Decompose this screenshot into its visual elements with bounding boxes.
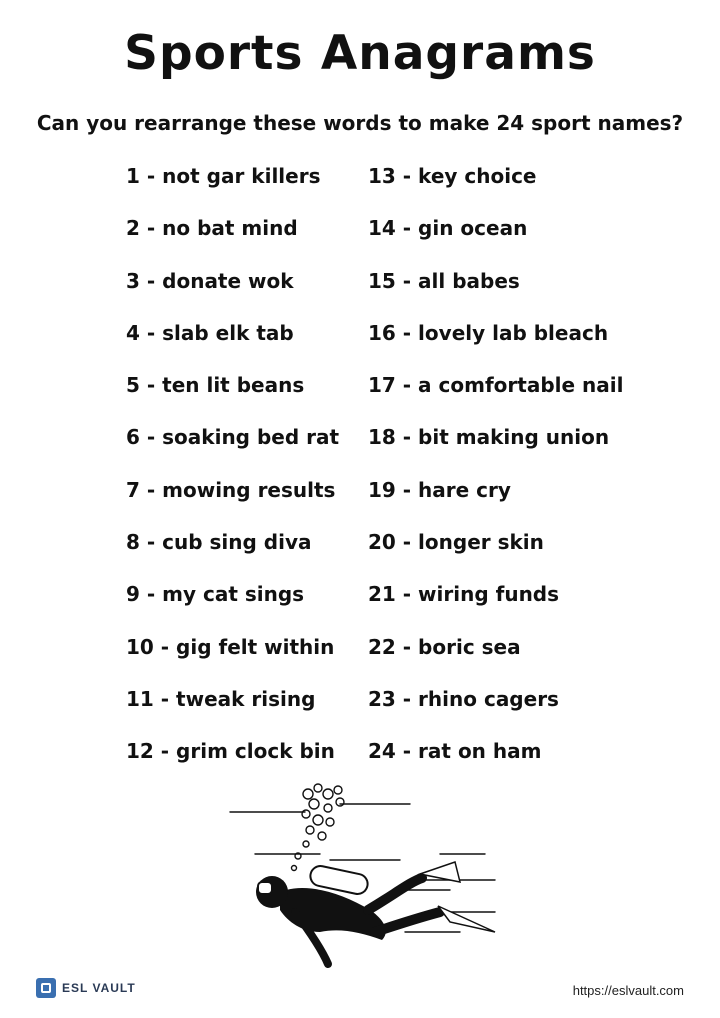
page-subtitle: Can you rearrange these words to make 24 sport names? (36, 111, 684, 135)
anagram-item: 22 - boric sea (368, 634, 521, 659)
page-title: Sports Anagrams (124, 26, 596, 81)
anagram-item: 12 - grim clock bin (126, 739, 335, 764)
anagram-item: 18 - bit making union (368, 425, 610, 450)
anagram-item: 7 - mowing results (126, 477, 336, 502)
anagram-item: 19 - hare cry (368, 477, 511, 502)
anagram-item: 2 - no bat mind (126, 216, 298, 241)
anagram-item: 4 - slab elk tab (126, 320, 294, 345)
anagram-item: 15 - all babes (368, 268, 520, 293)
anagram-list-right (368, 162, 623, 790)
anagram-item: 5 - ten lit beans (126, 373, 305, 398)
anagram-list-left (126, 162, 339, 790)
anagram-item: 10 - gig felt within (126, 634, 335, 659)
anagram-item: 11 - tweak rising (126, 686, 316, 711)
anagram-item: 16 - lovely lab bleach (368, 320, 609, 345)
anagram-item: 20 - longer skin (368, 530, 544, 555)
anagram-item: 17 - a comfortable nail (368, 373, 624, 398)
logo-text: ESL VAULT (62, 981, 136, 995)
scuba-diver-illustration (210, 782, 510, 972)
esl-vault-logo (36, 978, 136, 998)
anagram-item: 1 - not gar killers (126, 164, 321, 188)
anagram-item: 13 - key choice (368, 164, 537, 188)
anagram-item: 9 - my cat sings (126, 582, 305, 607)
anagram-item: 23 - rhino cagers (368, 686, 559, 711)
anagram-item: 3 - donate wok (126, 268, 294, 293)
anagram-item: 21 - wiring funds (368, 582, 560, 607)
anagram-item: 14 - gin ocean (368, 216, 528, 241)
anagram-item: 24 - rat on ham (368, 739, 542, 764)
vault-icon (36, 978, 56, 998)
anagram-item: 6 - soaking bed rat (126, 425, 340, 450)
footer-url: https://eslvault.com (572, 983, 684, 998)
anagram-item: 8 - cub sing diva (126, 530, 312, 555)
